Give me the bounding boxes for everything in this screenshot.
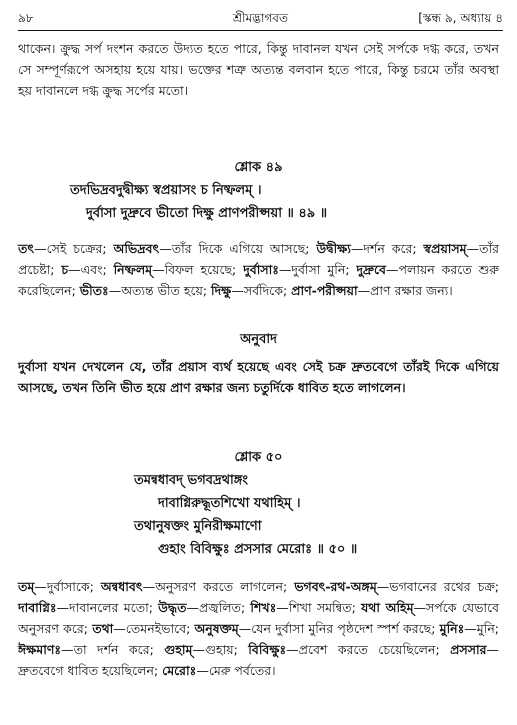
page-header (18, 8, 503, 28)
synonym-term: প্রসসার (450, 642, 487, 657)
synonym-meaning: —দুর্বাসা মুনি; (278, 262, 357, 277)
synonym-term: দিক্ষু (211, 283, 232, 298)
synonym-term: দুদ্রুবে (356, 262, 387, 277)
verse-50-line-2: দাবাগ্নিরুদ্ধূতশিখো যথাহিম্ । (158, 496, 301, 511)
verse-49-line-2: দুর্বাসা দুদ্রুবে ভীতো দিক্ষু প্রাণপরীপ্সয়া ॥ ৪৯ ॥ (86, 206, 328, 221)
synonym-term: তথা (92, 621, 114, 636)
synonym-meaning: —দুর্বাসাকে; (34, 579, 101, 594)
verse-50-heading: শ্লোক ৫০ (234, 450, 283, 465)
synonym-term: অনুষক্তম্ (194, 621, 239, 636)
synonym-meaning: —ভগবানের রথের চক্র; (376, 579, 500, 594)
synonym-term: গুহাম্ (164, 642, 193, 657)
purport-continuation: থাকেন। ক্রুদ্ধ সর্প দংশন করতে উদ্যত হতে পারে, কিন্তু দাবানল যখন সেই সর্পকে দগ্ধ করে, তখন সে সম্পূর্ণরূপে অসহায় হয়ে যায়। ভক্তের শত্রু অত্যন্ত বলবান হতে পারে, কিন্তু চরমে তাঁর অবস্থা হয় দাবানলে দগ্ধ ক্রুদ্ধ সর্পের মতো। (18, 41, 499, 98)
synonym-meaning: —সর্বদিকে; (231, 283, 292, 298)
synonym-meaning: —মুনি; (464, 621, 499, 636)
synonym-term: দাবাগ্নিঃ (18, 600, 57, 615)
synonym-term: শিখঃ (250, 600, 277, 615)
synonym-term: অন্বধাবৎ (100, 579, 143, 594)
synonym-term: স্বপ্রয়াসম্ (423, 241, 467, 256)
synonym-meaning: —তাঁর দিকে এগিয়ে আসছে; (159, 241, 317, 256)
synonym-meaning: —প্রজ্বলিত; (186, 600, 251, 615)
synonym-meaning: —শিখা সমন্বিত; (276, 600, 362, 615)
synonym-term: দুর্বাসাঃ (243, 262, 279, 277)
synonym-term: মুনিঃ (439, 621, 465, 636)
synonym-meaning: —দাবানলের মতো; (56, 600, 159, 615)
synonym-meaning: —প্রবেশ করতে চেয়েছিলেন; (286, 642, 451, 657)
synonym-meaning: —তেমনইভাবে; (113, 621, 195, 636)
synonym-term: অভিদ্রবৎ (113, 241, 160, 256)
synonym-meaning: —মেরু পর্বতের। (196, 663, 276, 678)
synonym-term: তৎ (18, 241, 35, 256)
synonym-term: প্রাণ-পরীপ্সয়া (291, 283, 358, 298)
synonym-term: যথা অহিম্ (361, 600, 414, 615)
verse-49-synonyms (18, 238, 499, 301)
synonym-meaning: —তাঁর প্রচেষ্টা; (18, 241, 500, 277)
synonym-meaning: —অনুসরণ করতে লাগলেন; (142, 579, 295, 594)
page-number: ৯৮ (18, 11, 34, 25)
synonym-meaning: —দর্শন করে; (350, 241, 424, 256)
header-rule (18, 30, 503, 31)
verse-49-line-1: তদভিদ্রবদুদ্বীক্ষ্য স্বপ্রয়াসং চ নিষ্ফলম্ । (70, 183, 262, 198)
verse-50-synonyms (18, 576, 499, 681)
synonym-term: নিষ্ফলম্ (113, 262, 153, 277)
synonym-term: ভীতঃ (79, 283, 109, 298)
translation-heading: অনুবাদ (240, 332, 277, 347)
verse-50-line-3: তথানুষক্তং মুনিরীক্ষমাণো (134, 519, 262, 534)
synonym-meaning: —পলায়ন করতে শুরু করেছিলেন; (18, 262, 499, 298)
synonym-term: ঈক্ষমাণঃ (18, 642, 62, 657)
synonym-term: চ (61, 262, 69, 277)
synonym-term: ভগবৎ-রথ-অঙ্গম্ (294, 579, 377, 594)
synonym-meaning: —সেই চক্রের; (34, 241, 114, 256)
synonym-term: বিবিক্ষুঃ (248, 642, 287, 657)
verse-49-heading: শ্লোক ৪৯ (234, 160, 283, 175)
verse-49-translation: দুর্বাসা যখন দেখলেন যে, তাঁর প্রয়াস ব্যর্থ হয়েছে এবং সেই চক্র দ্রুতবেগে তাঁরই দিকে এগিয়ে আসছে, তখন তিনি ভীত হয়ে প্রাণ রক্ষার জন্য চতুর্দিকে ধাবিত হতে লাগলেন। (18, 359, 499, 395)
verse-50-line-4: গুহাং বিবিক্ষুঃ প্রসসার মেরোঃ ॥ ৫০ ॥ (158, 542, 358, 557)
synonym-term: উদ্ধৃত (158, 600, 187, 615)
synonym-meaning: —সর্পকে যেভাবে অনুসরণ করে; (18, 600, 500, 636)
synonym-meaning: —যেন দুর্বাসা মুনির পৃষ্ঠদেশ স্পর্শ করছে; (238, 621, 440, 636)
synonym-meaning: —তা দর্শন করে; (61, 642, 165, 657)
synonym-term: উদ্বীক্ষ্য (316, 241, 351, 256)
book-title: শ্রীমদ্ভাগবত (232, 11, 288, 25)
synonym-meaning: —বিফল হয়েছে; (152, 262, 244, 277)
chapter-reference: [স্কন্ধ ৯, অধ্যায় ৪ (418, 11, 503, 25)
synonym-term: মেরোঃ (162, 663, 197, 678)
synonym-meaning: —প্রাণ রক্ষার জন্য। (357, 283, 453, 298)
synonym-meaning: —গুহায়; (192, 642, 249, 657)
synonym-term: তম্ (18, 579, 35, 594)
verse-50-line-1: তমন্বধাবদ্ ভগবদ্রথাঙ্গং (134, 473, 249, 488)
synonym-meaning: —অত্যন্ত ভীত হয়ে; (108, 283, 212, 298)
synonym-meaning: —এবং; (68, 262, 114, 277)
synonym-meaning: —দ্রুতবেগে ধাবিত হয়েছিলেন; (18, 642, 499, 678)
